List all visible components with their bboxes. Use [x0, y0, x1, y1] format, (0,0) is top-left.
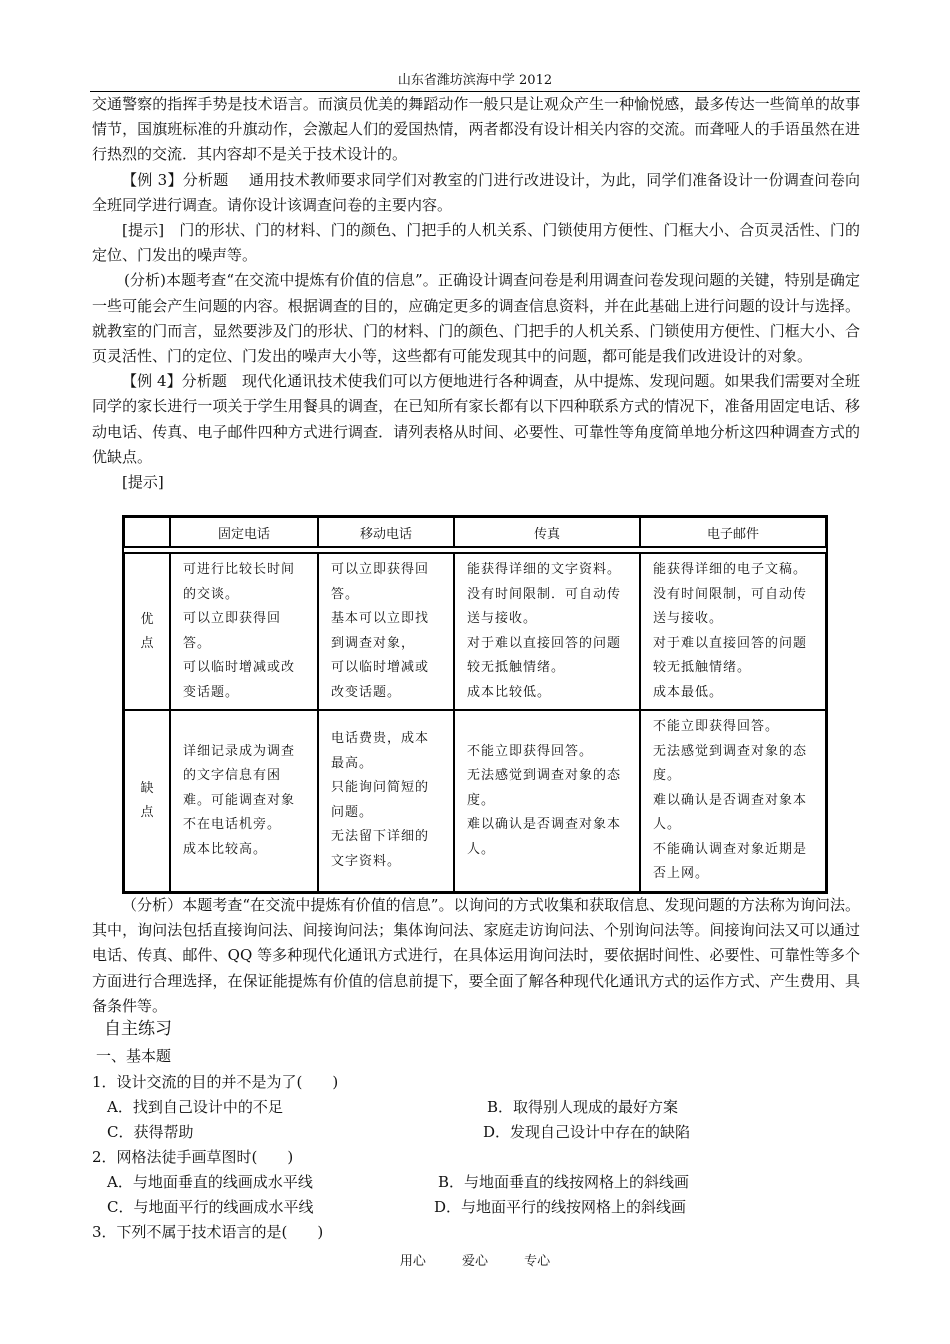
paragraph-example-3: 【例 3】分析题 通用技术教师要求同学们对教室的门进行改进设计，为此，同学们准备设计一份调查问卷向全班同学进行调查。请你设计该调查问卷的主要内容。 — [92, 170, 860, 214]
paragraph-hint-3: [提示] 门的形状、门的材料、门的颜色、门把手的人机关系、门锁使用方便性、门框大小、合页灵活性、门的定位、门发出的噪声等。 — [92, 221, 860, 265]
question-1-option-c: C．获得帮助 — [107, 1123, 194, 1141]
table-header-row — [124, 517, 826, 547]
cons-landline: 详细记录成为调查的文字信息有困难。可能调查对象不在电话机旁。 成本比较高。 — [170, 710, 318, 892]
header-email: 电子邮件 — [640, 517, 826, 547]
pros-email: 能获得详细的电子文稿。没有时间限制，可自动传送与接收。 对于难以直接回答的问题较无抵触情绪。 成本最低。 — [640, 553, 826, 710]
page-footer — [0, 1250, 950, 1269]
footer-word-2: 爱心 — [461, 1254, 488, 1269]
page-header: 山东省潍坊滨海中学 2012 — [397, 73, 553, 88]
row-label-pros: 优 点 — [124, 553, 170, 710]
pros-fax: 能获得详细的文字资料。没有时间限制．可自动传送与接收。 对于难以直接回答的问题较无抵触情绪。 成本比较低。 — [454, 553, 640, 710]
paragraph-example-4: 【例 4】分析题 现代化通讯技术使我们可以方便地进行各种调查，从中提炼、发现问题。如果我们需要对全班同学的家长进行一项关于学生用餐具的调查，在已知所有家长都有以下四种联系方式的情况下，准备用固定电话、移动电话、传真、电子邮件四种方式进行调查．请列表格从时间、必要性、可靠性等角度简单地分析这四种调查方式的优缺点。 — [92, 372, 860, 466]
question-1: 1．设计交流的目的并不是为了( ) — [92, 1073, 339, 1091]
paragraph-traffic: 交通警察的指挥手势是技术语言。而演员优美的舞蹈动作一般只是让观众产生一种愉悦感，最多传达一些简单的故事情节，国旗班标准的升旗动作，会激起人们的爱国热情，两者都没有设计相关内容的交流。而聋哑人的手语虽然在进行热烈的交流．其内容却不是关于技术设计的。 — [92, 95, 860, 164]
question-2-option-b: B．与地面垂直的线按网格上的斜线画 — [438, 1173, 690, 1191]
question-2-option-c: C．与地面平行的线画成水平线 — [107, 1198, 314, 1216]
paragraph-analysis-4: （分析）本题考查“在交流中提炼有价值的信息”。以询问的方式收集和获取信息、发现问题的方法称为询问法。其中，询问法包括直接询问法、间接询问法；集体询问法、家庭走访询问法、个别询问法等。间接询问法又可以通过电话、传真、邮件、QQ 等多种现代化通讯方式进行，在具体运用询问法时，要依据时间性、必要性、可靠性等多个方面进行合理选择，在保证能提炼有价值的信息前提下，要全面了解各种现代化通讯方式的运作方式、产生费用、具备条件等。 — [92, 896, 860, 1015]
cons-fax: 不能立即获得回答。 无法感觉到调查对象的态度。 难以确认是否调查对象本人。 — [454, 710, 640, 892]
cons-email: 不能立即获得回答。 无法感觉到调查对象的态度。 难以确认是否调查对象本人。 不能确认调查对象近期是否上网。 — [640, 710, 826, 892]
question-1-option-d: D．发现自己设计中存在的缺陷 — [483, 1123, 691, 1141]
cons-mobile: 电话费贵，成本最高。 只能询问简短的问题。 无法留下详细的文字资料。 — [318, 710, 454, 892]
question-1-option-b: B．取得别人现成的最好方案 — [487, 1098, 679, 1116]
section-title: 自主练习 — [104, 1019, 172, 1039]
paragraph-analysis-3: (分析)本题考查“在交流中提炼有价值的信息”。正确设计调查问卷是利用调查问卷发现问题的关键，特别是确定一些可能会产生问题的内容。根据调查的目的，应确定更多的调查信息资料，并在此基础上进行问题的设计与选择。就教室的门而言，显然要涉及门的形状、门的材料、门的颜色、门把手的人机关系、门锁使用方便性、门框大小、合页灵活性、门的定位、门发出的噪声大小等，这些都有可能发现其中的问题，都可能是我们改进设计的对象。 — [92, 271, 860, 366]
question-1-option-a: A．找到自己设计中的不足 — [107, 1098, 283, 1116]
comparison-table — [122, 515, 828, 894]
footer-word-3: 专心 — [524, 1254, 551, 1269]
footer-word-1: 用心 — [399, 1254, 426, 1269]
pros-mobile: 可以立即获得回答。 基本可以立即找到调查对象， 可以临时增减或改变话题。 — [318, 553, 454, 710]
header-mobile: 移动电话 — [318, 517, 454, 547]
table-row-cons — [124, 710, 826, 892]
paragraph-hint-4: [提示] — [122, 473, 164, 492]
header-landline: 固定电话 — [170, 517, 318, 547]
table-row-pros — [124, 553, 826, 710]
header-fax: 传真 — [454, 517, 640, 547]
analysis-block — [92, 893, 860, 1019]
table-corner — [124, 517, 170, 547]
row-label-cons: 缺 点 — [124, 710, 170, 892]
section-subhead: 一、基本题 — [96, 1047, 172, 1065]
question-2-option-d: D．与地面平行的线按网格上的斜线画 — [434, 1198, 687, 1216]
body-text — [92, 92, 860, 495]
question-3: 3．下列不属于技术语言的是( ) — [92, 1223, 324, 1241]
question-2-option-a: A．与地面垂直的线画成水平线 — [107, 1173, 313, 1191]
pros-landline: 可进行比较长时间的交谈。 可以立即获得回答。 可以临时增减或改变话题。 — [170, 553, 318, 710]
question-2: 2．网格法徒手画草图时( ) — [92, 1148, 294, 1166]
